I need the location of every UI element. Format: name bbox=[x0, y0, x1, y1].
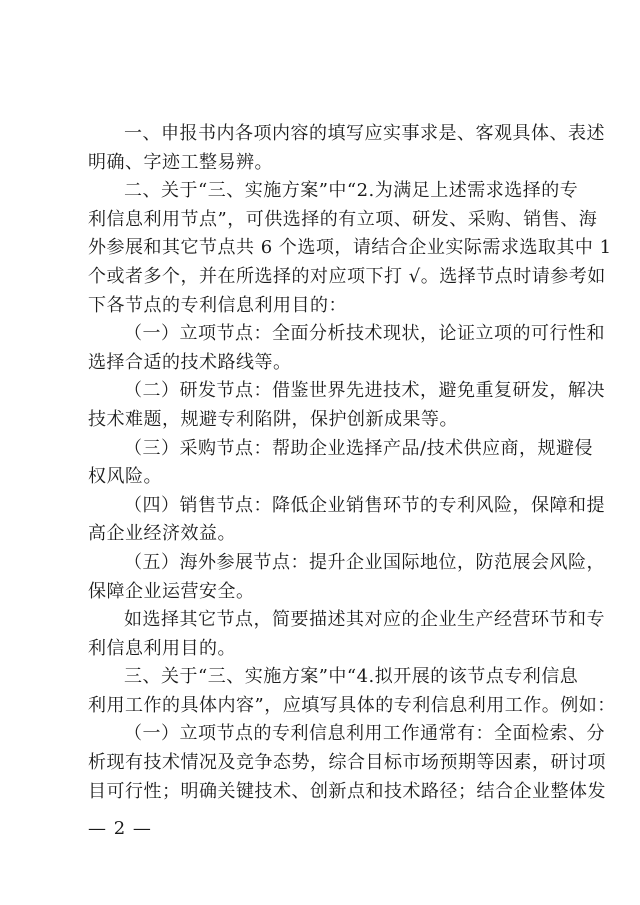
text-line: 选择合适的技术路线等。 bbox=[88, 351, 292, 373]
text-line: 个或者多个，并在所选择的对应项下打 √。选择节点时请参考如 bbox=[88, 265, 606, 287]
text-line: （三）采购节点：帮助企业选择产品/技术供应商，规避侵 bbox=[124, 437, 594, 459]
text-line: 权风险。 bbox=[88, 466, 162, 488]
text-line: （一）立项节点：全面分析技术现状，论证立项的可行性和 bbox=[124, 323, 605, 345]
text-line: 利用工作的具体内容”，应填写具体的专利信息利用工作。例如： bbox=[88, 694, 616, 716]
text-line: 下各节点的专利信息利用目的： bbox=[88, 294, 347, 316]
text-line: （一）立项节点的专利信息利用工作通常有：全面检索、分 bbox=[124, 723, 605, 745]
text-line: 一、申报书内各项内容的填写应实事求是、客观具体、表述 bbox=[124, 123, 605, 144]
text-line: 利信息利用节点”，可供选择的有立项、研发、采购、销售、海 bbox=[88, 208, 598, 230]
text-line: 三、关于“三、实施方案”中“4.拟开展的该节点专利信息 bbox=[124, 666, 579, 688]
text-line: （五）海外参展节点：提升企业国际地位，防范展会风险， bbox=[124, 551, 605, 573]
text-line: 明确、字迹工整易辨。 bbox=[88, 151, 273, 173]
text-line: 如选择其它节点，简要描述其对应的企业生产经营环节和专 bbox=[124, 609, 605, 631]
text-line: 二、关于“三、实施方案”中“2.为满足上述需求选择的专 bbox=[124, 180, 579, 202]
text-line: （二）研发节点：借鉴世界先进技术，避免重复研发，解决 bbox=[124, 380, 605, 402]
page-number: — 2 — bbox=[88, 818, 152, 839]
text-line: （四）销售节点：降低企业销售环节的专利风险，保障和提 bbox=[124, 494, 605, 516]
text-line: 目可行性；明确关键技术、创新点和技术路径；结合企业整体发 bbox=[88, 780, 606, 802]
document-body bbox=[88, 120, 616, 806]
text-line: 高企业经济效益。 bbox=[88, 523, 236, 545]
text-line: 保障企业运营安全。 bbox=[88, 580, 255, 602]
text-line: 技术难题，规避专利陷阱，保护创新成果等。 bbox=[88, 408, 458, 430]
text-line: 利信息利用目的。 bbox=[88, 637, 236, 659]
text-line: 外参展和其它节点共 6 个选项，请结合企业实际需求选取其中 1 bbox=[88, 237, 612, 259]
text-line: 析现有技术情况及竞争态势，综合目标市场预期等因素，研讨项 bbox=[88, 752, 606, 774]
